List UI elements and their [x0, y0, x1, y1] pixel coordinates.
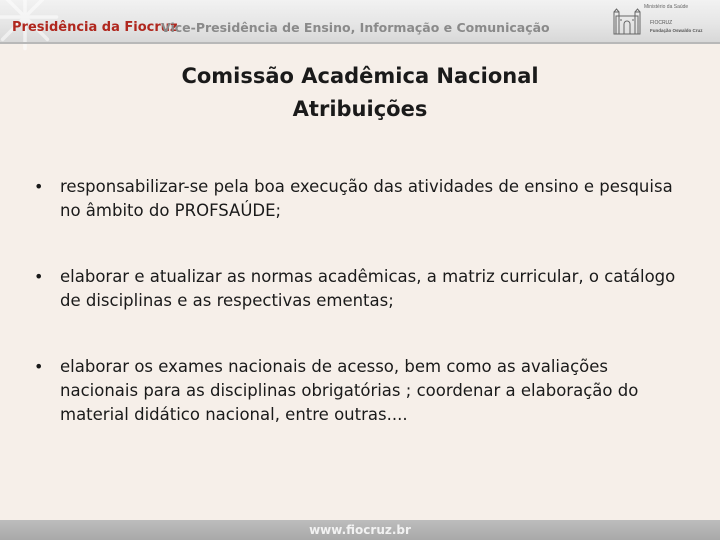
header-band: [0, 0, 720, 42]
bullet-text: responsabilizar-se pela boa execução das atividades de ensino e pesquisa no âmbito do PROFSAÚDE;: [60, 177, 673, 220]
fiocruz-castle-logo-icon: [612, 6, 642, 36]
org-full-name: Fundação Oswaldo Cruz: [650, 28, 703, 33]
bullet-text: elaborar e atualizar as normas acadêmicas, a matriz curricular, o catálogo de disciplinas e as respectivas ementas;: [60, 267, 676, 310]
footer-url: www.fiocruz.br: [309, 523, 411, 537]
bullet-marker: •: [34, 357, 44, 376]
bullet-marker: •: [34, 177, 44, 196]
footer-band: [0, 520, 720, 540]
bullet-text: elaborar os exames nacionais de acesso, bem como as avaliações nacionais para as disciplinas obrigatórias ; coordenar a elaboração do material didático nacional, entre outras....: [60, 357, 639, 424]
header-subtitle: Vice-Presidência de Ensino, Informação e Comunicação: [161, 20, 550, 35]
brand-title: Presidência da Fiocruz: [12, 20, 178, 35]
bullet-item: [30, 355, 690, 427]
title-line-1: Comissão Acadêmica Nacional: [181, 64, 539, 88]
ministry-label: Ministério da Saúde: [644, 4, 689, 10]
title-line-2: Atribuições: [292, 97, 428, 121]
bullet-item: [30, 175, 690, 223]
bullet-item: [30, 265, 690, 313]
bullet-list: [30, 175, 690, 427]
org-short-name: FIOCRUZ: [650, 20, 673, 26]
header-divider: [0, 42, 720, 44]
slide-title: [0, 60, 720, 126]
bullet-marker: •: [34, 267, 44, 286]
